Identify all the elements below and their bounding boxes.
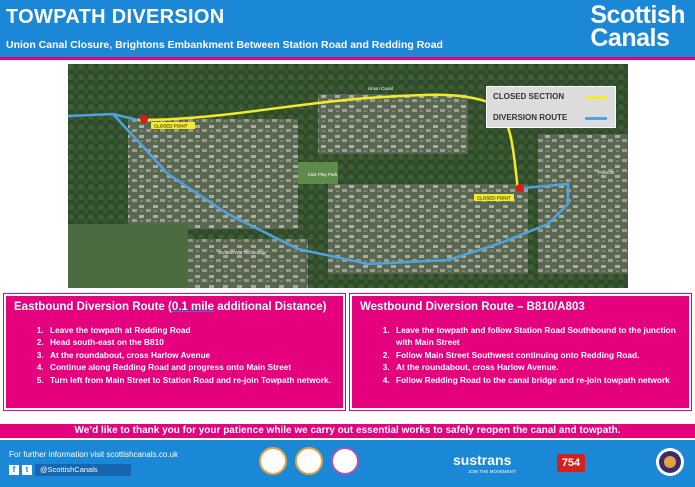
list-item: 3. At the roundabout, cross Harlow Avenue <box>46 349 335 361</box>
partner-badge-2-icon <box>295 447 323 475</box>
sustrans-logo: sustrans <box>453 452 512 468</box>
partner-badge-1-icon <box>259 447 287 475</box>
list-item: 2. Follow Main Street Southwest continuing onto Redding Road. <box>392 349 681 361</box>
place-label-kidz-play-park: Kidz Play Park <box>308 172 338 177</box>
list-item: 4. Follow Redding Road to the canal bridge and re-join towpath network <box>392 374 681 386</box>
partner-badge-3-icon <box>331 447 359 475</box>
footer-info-text: For further information visit scottishcanals.co.uk <box>9 450 178 459</box>
footer <box>0 440 695 487</box>
westbound-steps <box>382 324 681 386</box>
place-label-union-canal: Union Canal <box>368 86 393 91</box>
page-subtitle: Union Canal Closure, Brightons Embankment Between Station Road and Redding Road <box>6 39 443 51</box>
list-item: 3. At the roundabout, cross Harlow Avenue. <box>392 361 681 373</box>
closed-point-label-west: CLOSED POINT <box>154 123 188 129</box>
eastbound-steps <box>36 324 335 386</box>
list-item: 2. Head south-east on the B810 <box>46 336 335 348</box>
facebook-icon[interactable]: f <box>9 465 19 475</box>
list-item: 1. Leave the towpath and follow Station Road Southbound to the junction with Main Street <box>392 324 681 349</box>
map-legend <box>486 86 616 128</box>
legend-diversion-route-label: DIVERSION ROUTE <box>493 113 568 122</box>
social-handle[interactable]: @ScottishCanals <box>35 464 131 476</box>
legend-closed-section-label: CLOSED SECTION <box>493 92 565 101</box>
list-item: 5. Turn left from Main Street to Station Road and re-join Towpath network. <box>46 374 335 386</box>
westbound-title: Westbound Diversion Route – B810/A803 <box>360 301 585 313</box>
eastbound-route-panel <box>4 294 345 410</box>
eastbound-title-distance: 0.1 mile <box>171 301 215 313</box>
westbound-route-panel <box>350 294 691 410</box>
crest-logo-icon <box>656 448 684 476</box>
legend-closed-swatch <box>585 96 607 99</box>
page-title: TOWPATH DIVERSION <box>6 6 225 28</box>
list-item: 4. Continue along Redding Road and progress onto Main Street <box>46 361 335 373</box>
scottish-canals-logo <box>590 1 685 52</box>
logo-line-2: Canals <box>590 24 670 52</box>
eastbound-title-suffix: additional Distance) <box>214 301 327 313</box>
list-item: 1. Leave the towpath at Redding Road <box>46 324 335 336</box>
eastbound-title-prefix: Eastbound Diversion Route ( <box>14 301 172 313</box>
sustrans-tagline: JOIN THE MOVEMENT <box>468 469 516 474</box>
eastbound-title <box>14 301 327 313</box>
legend-diversion-swatch <box>585 117 607 120</box>
header-banner <box>0 0 695 60</box>
thanks-banner: We’d like to thank you for your patience while we carry out essential works to safely reopen the canal and towpath. <box>0 424 695 438</box>
place-label-polmont: Polmont <box>598 170 615 175</box>
route-754-logo: 754 <box>557 454 585 472</box>
footer-social <box>9 464 131 476</box>
place-label-technology: Scottish Nat Technology <box>218 250 267 255</box>
logo-line-1: Scottish <box>590 1 685 29</box>
closed-point-label-east: CLOSED POINT <box>477 195 511 201</box>
twitter-icon[interactable]: t <box>22 465 32 475</box>
